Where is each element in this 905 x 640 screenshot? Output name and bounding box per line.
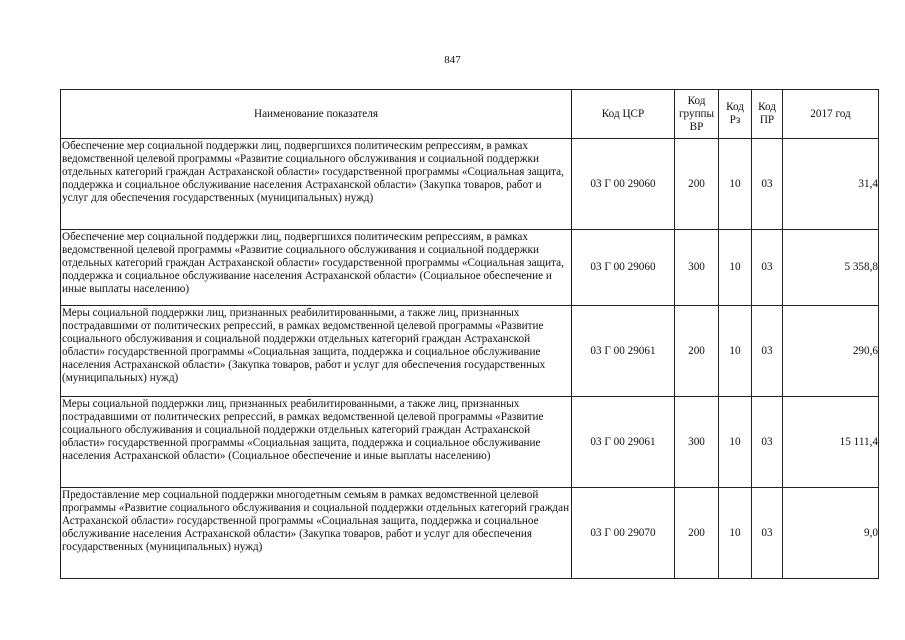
row-csr: 03 Г 00 29061 <box>572 306 675 397</box>
row-vr: 200 <box>675 306 719 397</box>
row-csr: 03 Г 00 29061 <box>572 397 675 488</box>
row-name: Меры социальной поддержки лиц, признанных реабилитированными, а также лиц, признанных пострадавшими от политических репрессий, в рамках ведомственной целевой программы «Развитие социального обслуживания и социальной поддержки отдельных категорий граждан Астраханской области» государственной программы «Социальная защита, поддержка и социальное обслуживание населения Астраханской области» (Социальное обеспечение и иные выплаты населению) <box>61 397 572 488</box>
header-vr: Код группы ВР <box>675 90 719 139</box>
row-csr: 03 Г 00 29060 <box>572 230 675 306</box>
row-pr: 03 <box>752 139 783 230</box>
row-name: Меры социальной поддержки лиц, признанных реабилитированными, а также лиц, признанных пострадавшими от политических репрессий, в рамках ведомственной целевой программы «Развитие социального обслуживания и социальной поддержки отдельных категорий граждан Астраханской области» государственной программы «Социальная защита, поддержка и социальное обслуживание населения Астраханской области» (Закупка товаров, работ и услуг для обеспечения государственных (муниципальных) нужд) <box>61 306 572 397</box>
row-name: Обеспечение мер социальной поддержки лиц, подвергшихся политическим репрессиям, в рамках ведомственной целевой программы «Развитие социального обслуживания и социальной поддержки отдельных категорий граждан Астраханской области» государственной программы «Социальная защита, поддержка и социальное обслуживание населения Астраханской области» (Социальное обеспечение и иные выплаты населению) <box>61 230 572 306</box>
row-rz: 10 <box>719 306 752 397</box>
row-rz: 10 <box>719 139 752 230</box>
row-csr: 03 Г 00 29060 <box>572 139 675 230</box>
row-vr: 300 <box>675 230 719 306</box>
row-vr: 300 <box>675 397 719 488</box>
row-rz: 10 <box>719 488 752 579</box>
row-amount: 31,4 <box>783 139 879 230</box>
row-pr: 03 <box>752 230 783 306</box>
header-year: 2017 год <box>783 90 879 139</box>
table-row <box>61 397 879 488</box>
table-row <box>61 139 879 230</box>
table-row <box>61 488 879 579</box>
row-pr: 03 <box>752 397 783 488</box>
row-vr: 200 <box>675 488 719 579</box>
page-number: 847 <box>444 54 461 66</box>
header-name: Наименование показателя <box>61 90 572 139</box>
row-amount: 15 111,4 <box>783 397 879 488</box>
row-name: Предоставление мер социальной поддержки многодетным семьям в рамках ведомственной целевой программы «Развитие социального обслуживания и социальной поддержки отдельных категорий граждан Астраханской области» государственной программы «Социальная защита, поддержка и социальное обслуживание населения Астраханской области» (Закупка товаров, работ и услуг для обеспечения государственных (муниципальных) нужд) <box>61 488 572 579</box>
row-vr: 200 <box>675 139 719 230</box>
table-header-row <box>61 90 879 139</box>
row-name: Обеспечение мер социальной поддержки лиц, подвергшихся политическим репрессиям, в рамках ведомственной целевой программы «Развитие социального обслуживания и социальной поддержки отдельных категорий граждан Астраханской области» государственной программы «Социальная защита, поддержка и социальное обслуживание населения Астраханской области» (Закупка товаров, работ и услуг для обеспечения государственных (муниципальных) нужд) <box>61 139 572 230</box>
row-rz: 10 <box>719 230 752 306</box>
row-amount: 9,0 <box>783 488 879 579</box>
table-row <box>61 230 879 306</box>
row-amount: 5 358,8 <box>783 230 879 306</box>
header-csr: Код ЦСР <box>572 90 675 139</box>
row-pr: 03 <box>752 306 783 397</box>
row-amount: 290,6 <box>783 306 879 397</box>
header-rz: Код Рз <box>719 90 752 139</box>
budget-table <box>60 89 879 579</box>
table-row <box>61 306 879 397</box>
row-csr: 03 Г 00 29070 <box>572 488 675 579</box>
row-pr: 03 <box>752 488 783 579</box>
header-pr: Код ПР <box>752 90 783 139</box>
row-rz: 10 <box>719 397 752 488</box>
